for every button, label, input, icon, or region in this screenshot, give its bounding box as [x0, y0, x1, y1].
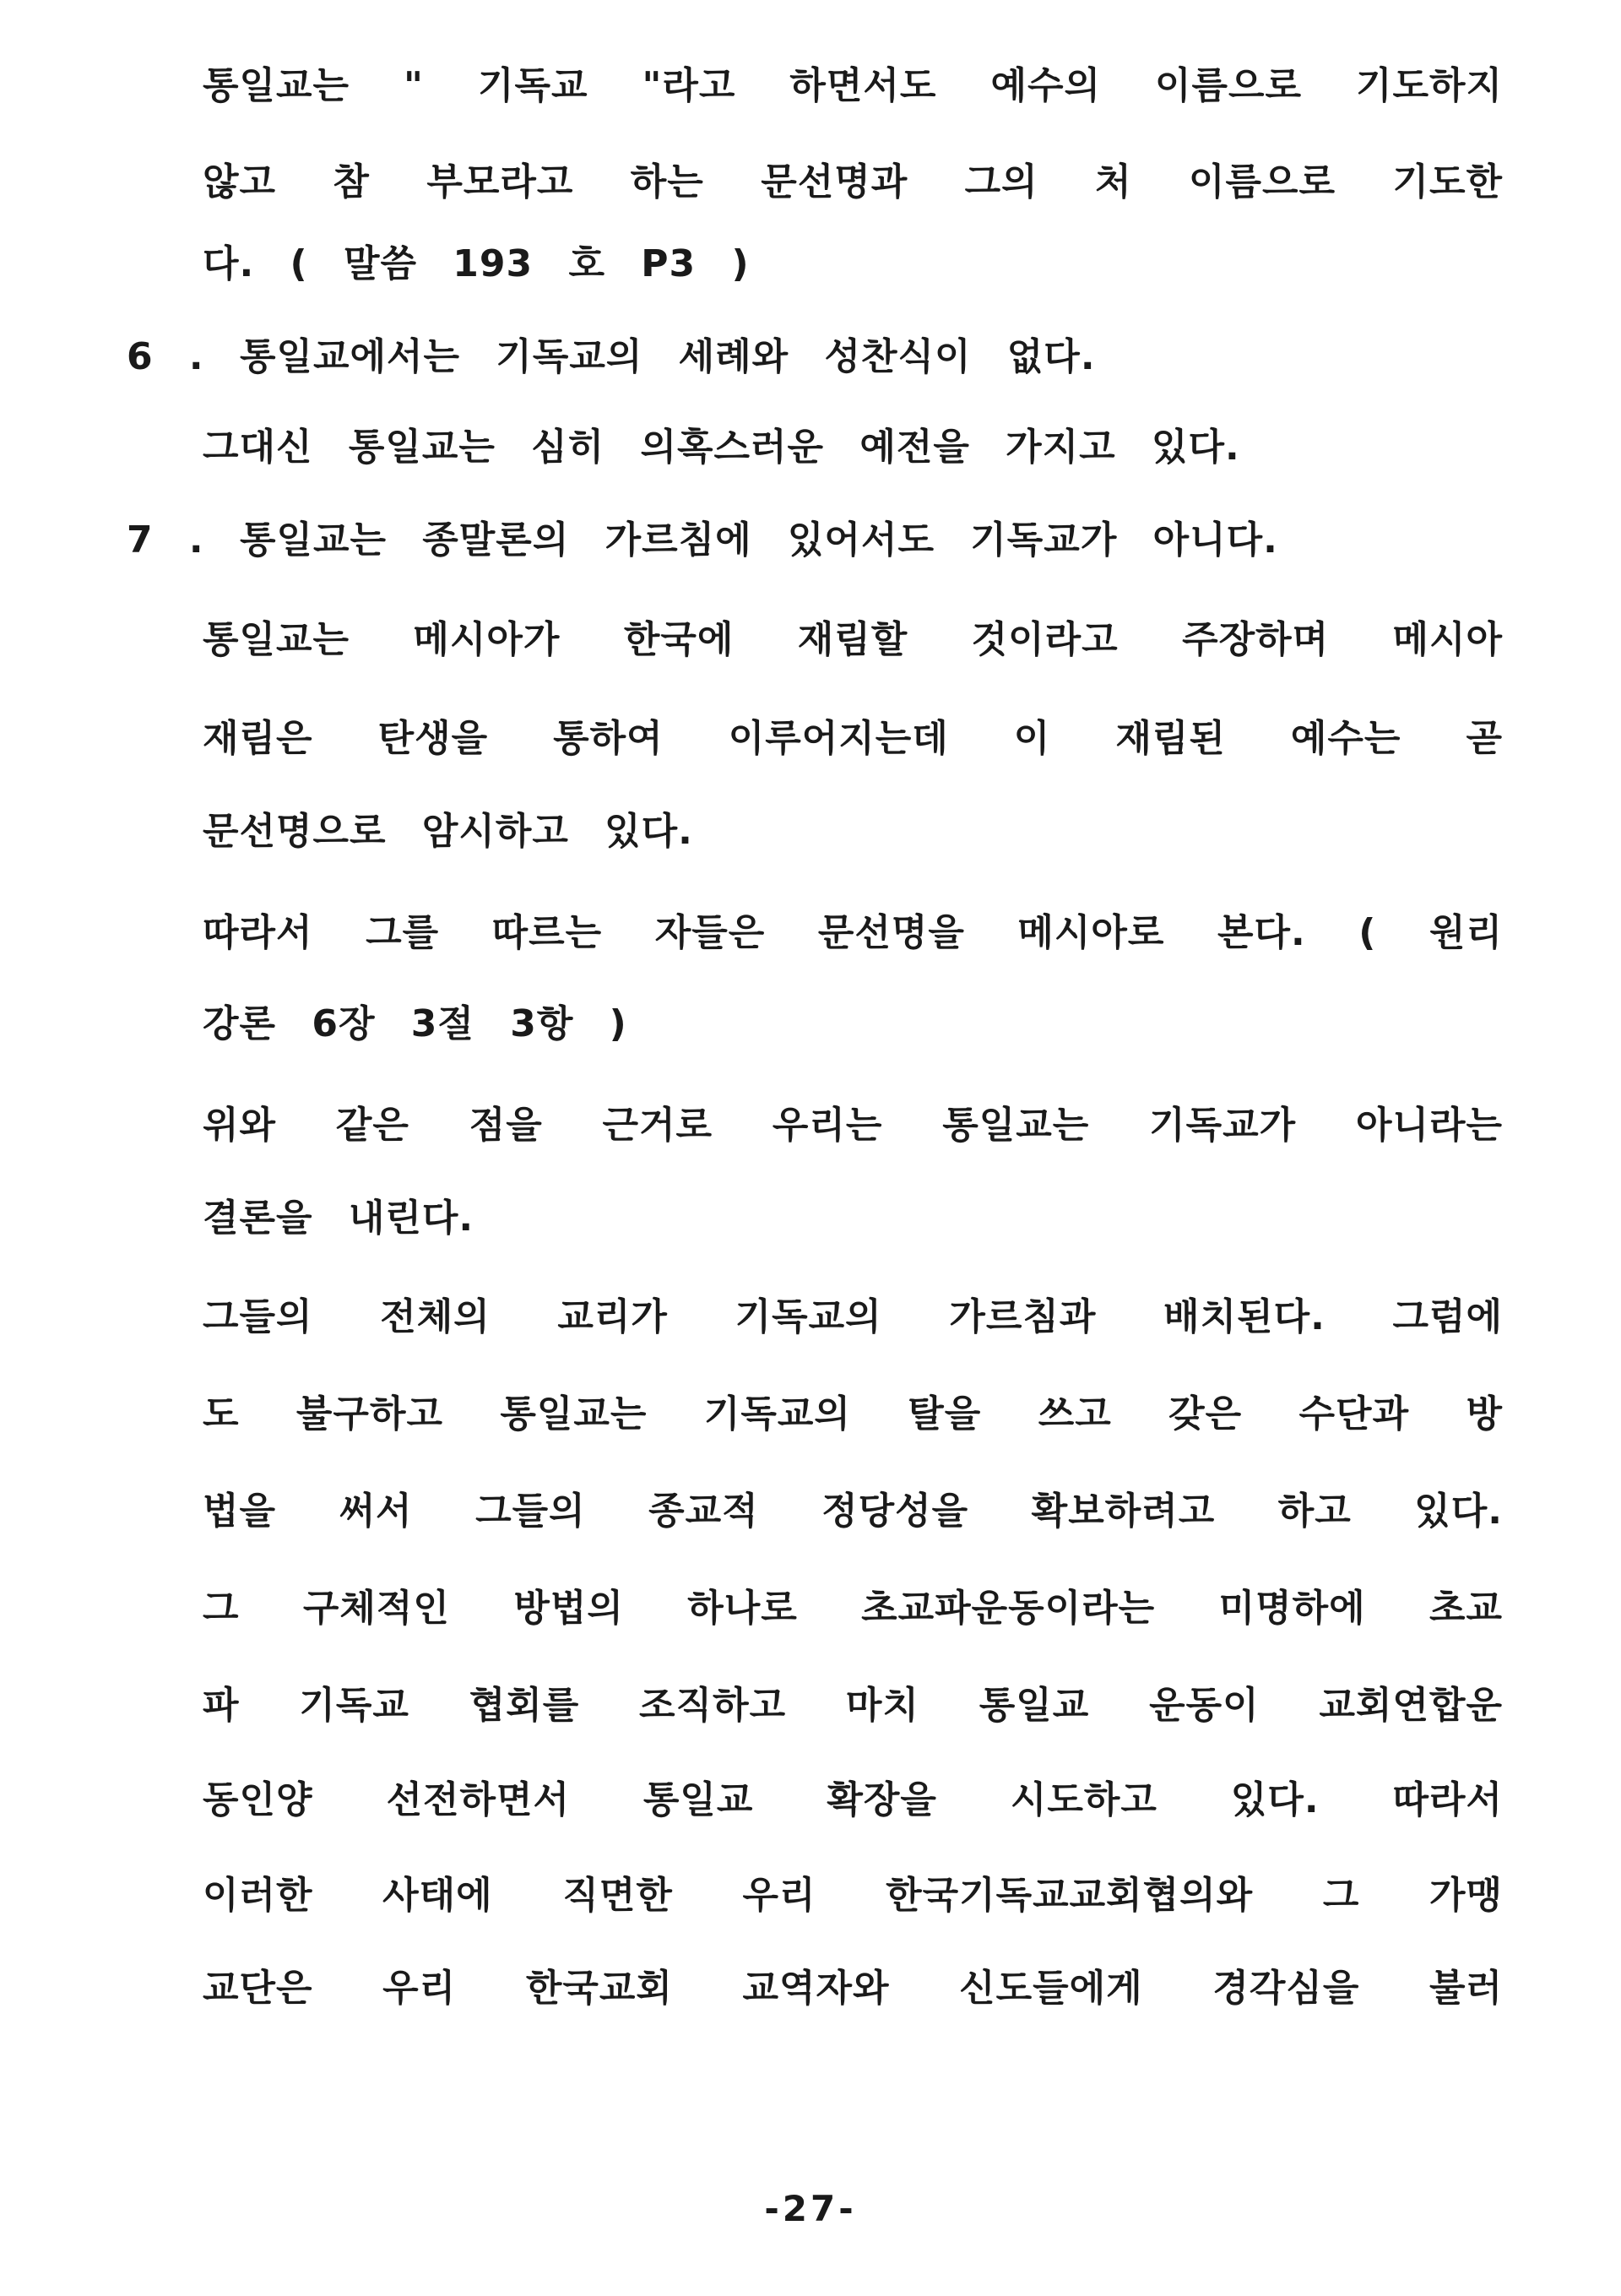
- text-line-2: 않고 참 부모라고 하는 문선명과 그의 처 이름으로 기도한: [203, 160, 1503, 204]
- text-line-8: 재림은 탄생을 통하여 이루어지는데 이 재림된 예수는 곧: [203, 717, 1503, 760]
- text-line-19: 동인양 선전하면서 통일교 확장을 시도하고 있다. 따라서: [203, 1778, 1503, 1821]
- text-line-13: 결론을 내린다.: [203, 1197, 474, 1240]
- text-line-7: 통일교는 메시아가 한국에 재림할 것이라고 주장하며 메시아: [203, 618, 1503, 661]
- text-line-11: 강론 6장 3절 3항 ): [203, 1002, 627, 1045]
- text-line-16: 법을 써서 그들의 종교적 정당성을 확보하려고 하고 있다.: [203, 1490, 1503, 1533]
- text-line-17: 그 구체적인 방법의 하나로 초교파운동이라는 미명하에 초교: [203, 1587, 1503, 1630]
- text-line-12: 위와 같은 점을 근거로 우리는 통일교는 기독교가 아니라는: [203, 1104, 1503, 1147]
- page-number: -27-: [764, 2188, 857, 2229]
- text-line-18: 파 기독교 협회를 조직하고 마치 통일교 운동이 교회연합운: [203, 1684, 1503, 1727]
- text-line-14: 그들의 전체의 교리가 기독교의 가르침과 배치된다. 그럼에: [203, 1295, 1503, 1338]
- list-item-7: 7 . 통일교는 종말론의 가르침에 있어서도 기독교가 아니다.: [127, 518, 1278, 562]
- text-line-1: 통일교는 " 기독교 "라고 하면서도 예수의 이름으로 기도하지: [203, 64, 1503, 107]
- text-line-10: 따라서 그를 따르는 자들은 문선명을 메시아로 본다. ( 원리: [203, 911, 1503, 954]
- text-line-20: 이러한 사태에 직면한 우리 한국기독교교회협의와 그 가맹: [203, 1874, 1503, 1917]
- text-line-15: 도 불구하고 통일교는 기독교의 탈을 쓰고 갖은 수단과 방: [203, 1392, 1503, 1436]
- text-line-5: 그대신 통일교는 심히 의혹스러운 예전을 가지고 있다.: [203, 426, 1240, 469]
- text-line-3: 다. ( 말씀 193 호 P3 ): [203, 242, 750, 285]
- text-line-21: 교단은 우리 한국교회 교역자와 신도들에게 경각심을 불러: [203, 1967, 1503, 2010]
- list-item-6: 6 . 통일교에서는 기독교의 세례와 성찬식이 없다.: [127, 335, 1096, 378]
- text-line-9: 문선명으로 암시하고 있다.: [203, 810, 693, 853]
